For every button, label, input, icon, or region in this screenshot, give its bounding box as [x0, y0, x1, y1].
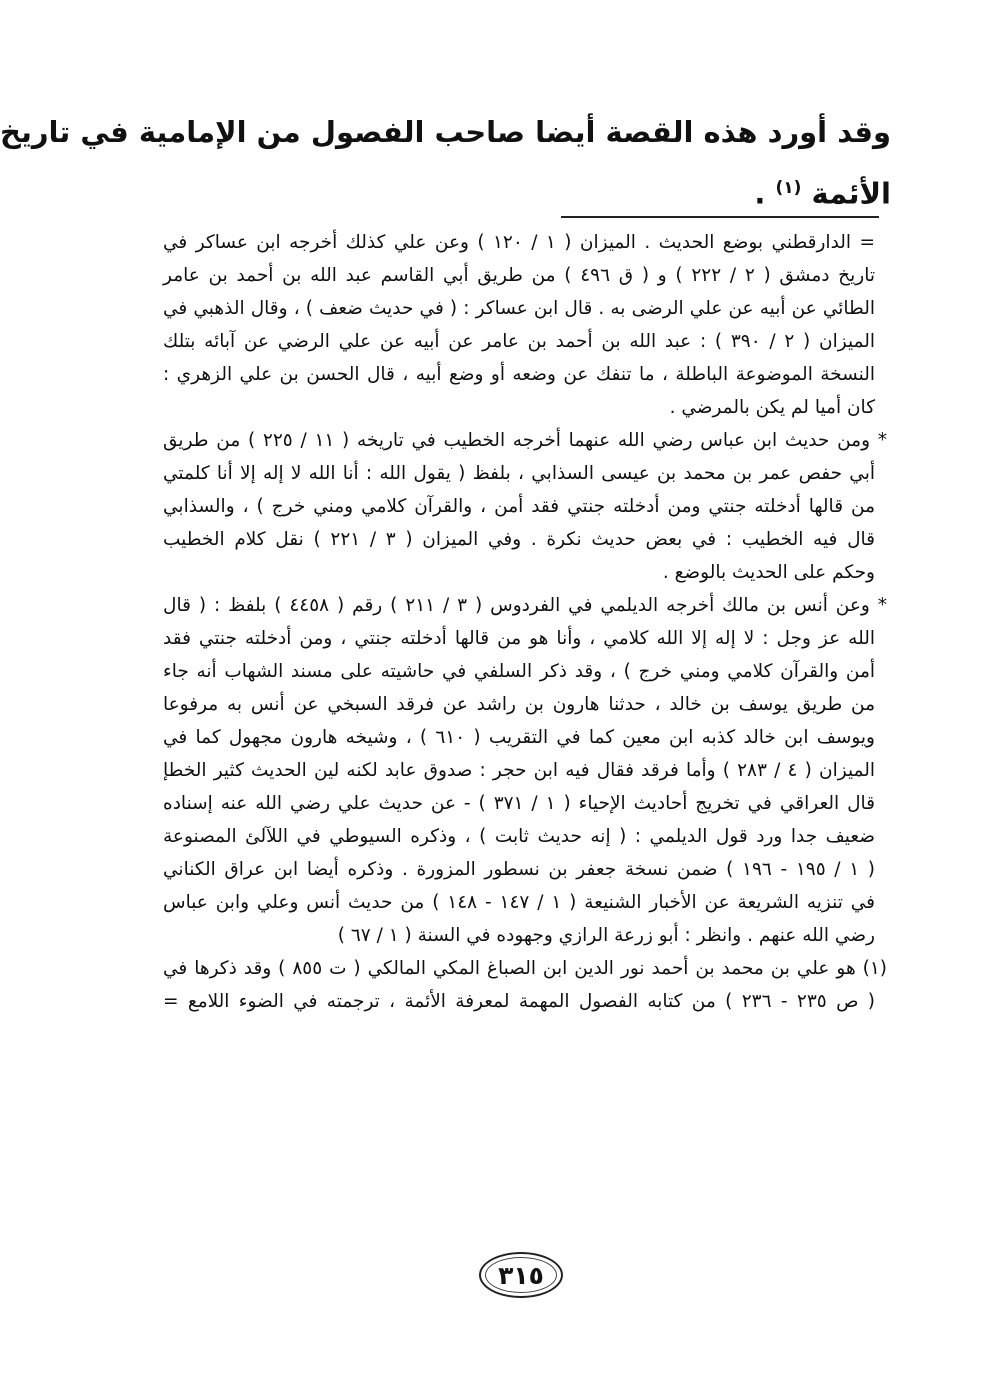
- footnote-line: ( ١ / ١٩٥ - ١٩٦ ) ضمن نسخة جعفر بن نسطور المزورة . وذكره أيضا ابن عراق الكناني: [163, 859, 875, 880]
- footnote-line: = الدارقطني بوضع الحديث . الميزان ( ١ / ١٢٠ ) وعن علي كذلك أخرجه ابن عساكر في: [163, 232, 875, 253]
- footnote-line: كان أميا لم يكن بالمرضي .: [669, 397, 875, 418]
- footnote-line: تاريخ دمشق ( ٢ / ٢٢٢ ) و ( ق ٤٩٦ ) من طريق أبي القاسم عبد الله بن أحمد بن عامر: [163, 265, 875, 286]
- footnote-line: الميزان ( ٢ / ٣٩٠ ) : عبد الله بن أحمد بن عامر عن أبيه عن علي الرضي عن آبائه بتلك: [163, 331, 876, 352]
- footnote-line: من قالها أدخلته جنتي ومن أدخلته جنتي فقد أمن ، والقرآن كلامي ومني خرج ) ، والسذابي: [163, 496, 875, 517]
- footnote-line: من طريق يوسف بن خالد ، حدثنا هارون بن راشد عن فرقد السبخي عن أنس به مرفوعا: [163, 694, 875, 715]
- footnote-line: ضعيف جدا ورد قول الديلمي : ( إنه حديث ثابت ) ، وذكره السيوطي في اللآلئ المصنوعة: [163, 826, 875, 847]
- footnote-line: الطائي عن أبيه عن علي الرضى به . قال ابن عساكر : ( في حديث ضعف ) ، وقال الذهبي في: [163, 298, 875, 319]
- page-number-badge: [479, 1252, 563, 1298]
- footnote-paragraph: [163, 226, 875, 424]
- footnote-paragraph: [163, 424, 887, 589]
- footnote-line: ( ص ٢٣٥ - ٢٣٦ ) من كتابه الفصول المهمة لمعرفة الأئمة ، ترجمته في الضوء اللامع =: [163, 991, 876, 1012]
- footnote-line: في تنزيه الشريعة عن الأخبار الشنيعة ( ١ / ١٤٧ - ١٤٨ ) من حديث أنس وعلي وابن عباس: [163, 892, 876, 913]
- footnote-line: * ومن حديث ابن عباس رضي الله عنهما أخرجه الخطيب في تاريخه ( ١١ / ٢٢٥ ) من طريق: [163, 430, 887, 451]
- main-text: [0, 104, 891, 216]
- footnote-paragraph: [163, 952, 887, 1018]
- footnote-line: ويوسف ابن خالد كذبه ابن معين كما في التقريب ( ٦١٠ ) ، وشيخه هارون مجهول كما في: [163, 727, 875, 748]
- footnote-line: الميزان ( ٤ / ٢٨٣ ) وأما فرقد فقال فيه ابن حجر : صدوق عابد لكنه لين الحديث كثير الخطإ: [163, 760, 875, 781]
- footnote-line: النسخة الموضوعة الباطلة ، ما تنفك عن وضعه أو وضع أبيه ، قال الحسن بن علي الزهري :: [163, 364, 875, 385]
- footnote-line: * وعن أنس بن مالك أخرجه الديلمي في الفردوس ( ٣ / ٢١١ ) رقم ( ٤٤٥٨ ) بلفظ : ( قال: [163, 595, 887, 616]
- footnote-line: أبي حفص عمر بن محمد بن عيسى السذابي ، بلفظ ( يقول الله : أنا الله لا إله إلا أنا كلمتي: [163, 463, 875, 484]
- footnote-line: الله عز وجل : لا إله إلا الله كلامي ، وأنا هو من قالها أدخلته جنتي ، ومن أدخلته جنتي فقد: [163, 628, 875, 649]
- footnotes: [163, 226, 887, 1018]
- footnote-line: رضي الله عنهم . وانظر : أبو زرعة الرازي وجهوده في السنة ( ١ / ٦٧ ): [337, 925, 875, 946]
- footnote-line: وحكم على الحديث بالوضع .: [662, 562, 875, 583]
- main-text-line: [155, 160, 891, 216]
- page-number: ٣١٥: [498, 1260, 544, 1290]
- footnote-line: قال العراقي في تخريج أحاديث الإحياء ( ١ / ٣٧١ ) - عن حديث علي رضي الله عنه إسناده: [163, 793, 875, 814]
- footnote-paragraph: [163, 589, 887, 952]
- main-text-line-content: الأئمة: [811, 176, 891, 211]
- footnote-line: (١) هو علي بن محمد بن أحمد نور الدين ابن الصباغ المكي المالكي ( ت ٨٥٥ ) وقد ذكرها في: [163, 958, 887, 979]
- footnote-separator: [561, 216, 879, 218]
- footnote-reference: (١): [775, 178, 802, 198]
- main-text-line: وقد أورد هذه القصة أيضا صاحب الفصول من الإمامية في تاريخ: [0, 115, 891, 149]
- main-text-end-punct: .: [754, 176, 766, 211]
- footnote-line: قال فيه الخطيب : في بعض حديث نكرة . وفي الميزان ( ٣ / ٢٢١ ) نقل كلام الخطيب: [163, 529, 875, 550]
- footnote-line: أمن والقرآن كلامي ومني خرج ) ، وقد ذكر السلفي في حاشيته على مسند الشهاب أنه جاء: [163, 661, 875, 682]
